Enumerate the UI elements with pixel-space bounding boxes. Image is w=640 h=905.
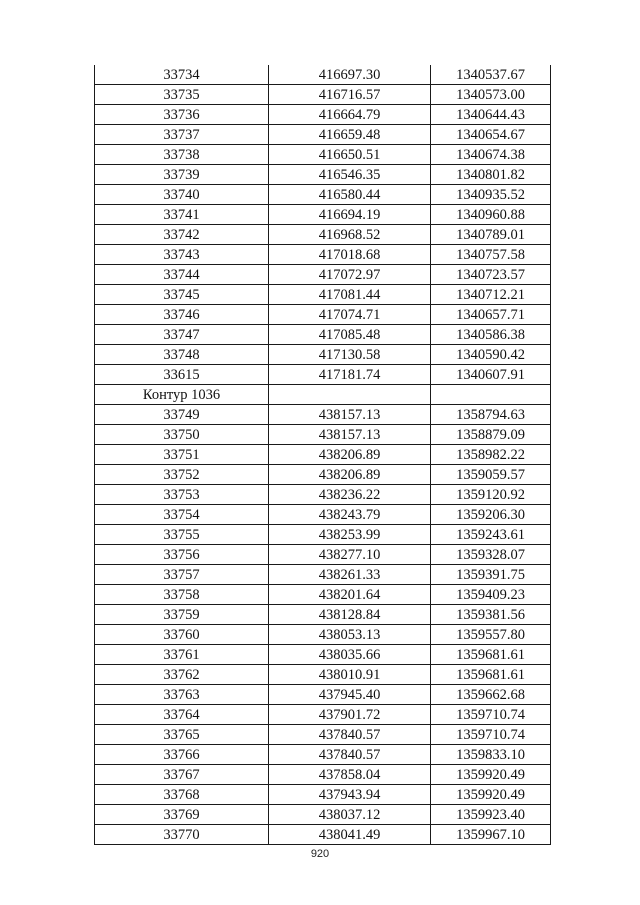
point-number-cell: 33734 <box>95 65 269 85</box>
point-number-cell: 33742 <box>95 225 269 245</box>
table-row <box>95 365 551 385</box>
table-row <box>95 265 551 285</box>
x-coordinate-cell: 437858.04 <box>269 765 431 785</box>
y-coordinate-cell: 1340654.67 <box>431 125 551 145</box>
x-coordinate-cell: 417085.48 <box>269 325 431 345</box>
x-coordinate-cell: 437943.94 <box>269 785 431 805</box>
point-number-cell: 33760 <box>95 625 269 645</box>
table-row <box>95 585 551 605</box>
point-number-cell: 33768 <box>95 785 269 805</box>
x-coordinate-cell: 438206.89 <box>269 465 431 485</box>
x-coordinate-cell: 438261.33 <box>269 565 431 585</box>
coordinates-table <box>94 65 551 845</box>
y-coordinate-cell: 1358982.22 <box>431 445 551 465</box>
y-coordinate-cell: 1359120.92 <box>431 485 551 505</box>
table-row <box>95 705 551 725</box>
table-row <box>95 405 551 425</box>
point-number-cell: 33615 <box>95 365 269 385</box>
empty-cell <box>269 385 431 405</box>
point-number-cell: 33751 <box>95 445 269 465</box>
coordinates-table-body <box>95 65 551 845</box>
point-number-cell: 33761 <box>95 645 269 665</box>
point-number-cell: 33767 <box>95 765 269 785</box>
table-row <box>95 825 551 845</box>
table-row <box>95 645 551 665</box>
x-coordinate-cell: 438253.99 <box>269 525 431 545</box>
x-coordinate-cell: 438157.13 <box>269 425 431 445</box>
y-coordinate-cell: 1340573.00 <box>431 85 551 105</box>
x-coordinate-cell: 416968.52 <box>269 225 431 245</box>
table-row <box>95 765 551 785</box>
table-row <box>95 605 551 625</box>
x-coordinate-cell: 437945.40 <box>269 685 431 705</box>
point-number-cell: 33766 <box>95 745 269 765</box>
point-number-cell: 33739 <box>95 165 269 185</box>
table-row <box>95 65 551 85</box>
table-row <box>95 185 551 205</box>
y-coordinate-cell: 1359833.10 <box>431 745 551 765</box>
point-number-cell: 33750 <box>95 425 269 445</box>
y-coordinate-cell: 1340789.01 <box>431 225 551 245</box>
x-coordinate-cell: 438037.12 <box>269 805 431 825</box>
table-row <box>95 325 551 345</box>
x-coordinate-cell: 438035.66 <box>269 645 431 665</box>
table-row <box>95 525 551 545</box>
point-number-cell: 33743 <box>95 245 269 265</box>
table-row <box>95 665 551 685</box>
x-coordinate-cell: 416664.79 <box>269 105 431 125</box>
x-coordinate-cell: 416697.30 <box>269 65 431 85</box>
table-row <box>95 685 551 705</box>
y-coordinate-cell: 1359710.74 <box>431 705 551 725</box>
table-row <box>95 165 551 185</box>
y-coordinate-cell: 1358879.09 <box>431 425 551 445</box>
point-number-cell: 33769 <box>95 805 269 825</box>
point-number-cell: 33753 <box>95 485 269 505</box>
point-number-cell: 33737 <box>95 125 269 145</box>
section-label: Контур 1036 <box>95 385 269 405</box>
x-coordinate-cell: 416694.19 <box>269 205 431 225</box>
point-number-cell: 33757 <box>95 565 269 585</box>
y-coordinate-cell: 1359681.61 <box>431 665 551 685</box>
table-row <box>95 445 551 465</box>
y-coordinate-cell: 1340801.82 <box>431 165 551 185</box>
table-row <box>95 225 551 245</box>
table-row <box>95 485 551 505</box>
point-number-cell: 33749 <box>95 405 269 425</box>
y-coordinate-cell: 1359206.30 <box>431 505 551 525</box>
empty-cell <box>431 385 551 405</box>
point-number-cell: 33746 <box>95 305 269 325</box>
x-coordinate-cell: 438128.84 <box>269 605 431 625</box>
table-row <box>95 625 551 645</box>
y-coordinate-cell: 1359409.23 <box>431 585 551 605</box>
x-coordinate-cell: 417081.44 <box>269 285 431 305</box>
x-coordinate-cell: 438041.49 <box>269 825 431 845</box>
point-number-cell: 33762 <box>95 665 269 685</box>
y-coordinate-cell: 1340657.71 <box>431 305 551 325</box>
y-coordinate-cell: 1340586.38 <box>431 325 551 345</box>
x-coordinate-cell: 438243.79 <box>269 505 431 525</box>
table-row <box>95 425 551 445</box>
point-number-cell: 33752 <box>95 465 269 485</box>
point-number-cell: 33764 <box>95 705 269 725</box>
y-coordinate-cell: 1359681.61 <box>431 645 551 665</box>
y-coordinate-cell: 1359557.80 <box>431 625 551 645</box>
table-row <box>95 105 551 125</box>
point-number-cell: 33738 <box>95 145 269 165</box>
x-coordinate-cell: 438277.10 <box>269 545 431 565</box>
y-coordinate-cell: 1359328.07 <box>431 545 551 565</box>
y-coordinate-cell: 1358794.63 <box>431 405 551 425</box>
x-coordinate-cell: 416546.35 <box>269 165 431 185</box>
table-row <box>95 305 551 325</box>
x-coordinate-cell: 438201.64 <box>269 585 431 605</box>
point-number-cell: 33755 <box>95 525 269 545</box>
y-coordinate-cell: 1340537.67 <box>431 65 551 85</box>
x-coordinate-cell: 437840.57 <box>269 725 431 745</box>
point-number-cell: 33745 <box>95 285 269 305</box>
table-row <box>95 805 551 825</box>
x-coordinate-cell: 438010.91 <box>269 665 431 685</box>
y-coordinate-cell: 1359243.61 <box>431 525 551 545</box>
point-number-cell: 33747 <box>95 325 269 345</box>
x-coordinate-cell: 438236.22 <box>269 485 431 505</box>
table-row <box>95 565 551 585</box>
y-coordinate-cell: 1359059.57 <box>431 465 551 485</box>
y-coordinate-cell: 1359967.10 <box>431 825 551 845</box>
y-coordinate-cell: 1340757.58 <box>431 245 551 265</box>
point-number-cell: 33765 <box>95 725 269 745</box>
y-coordinate-cell: 1340590.42 <box>431 345 551 365</box>
table-row <box>95 125 551 145</box>
point-number-cell: 33744 <box>95 265 269 285</box>
y-coordinate-cell: 1340935.52 <box>431 185 551 205</box>
page-number: 920 <box>310 848 330 860</box>
x-coordinate-cell: 416716.57 <box>269 85 431 105</box>
point-number-cell: 33759 <box>95 605 269 625</box>
point-number-cell: 33770 <box>95 825 269 845</box>
y-coordinate-cell: 1359920.49 <box>431 765 551 785</box>
x-coordinate-cell: 416580.44 <box>269 185 431 205</box>
x-coordinate-cell: 417181.74 <box>269 365 431 385</box>
x-coordinate-cell: 417130.58 <box>269 345 431 365</box>
x-coordinate-cell: 416650.51 <box>269 145 431 165</box>
table-row <box>95 465 551 485</box>
table-row <box>95 505 551 525</box>
y-coordinate-cell: 1359662.68 <box>431 685 551 705</box>
point-number-cell: 33740 <box>95 185 269 205</box>
y-coordinate-cell: 1359923.40 <box>431 805 551 825</box>
y-coordinate-cell: 1340712.21 <box>431 285 551 305</box>
point-number-cell: 33758 <box>95 585 269 605</box>
table-row <box>95 145 551 165</box>
y-coordinate-cell: 1359710.74 <box>431 725 551 745</box>
point-number-cell: 33736 <box>95 105 269 125</box>
table-row <box>95 285 551 305</box>
y-coordinate-cell: 1340644.43 <box>431 105 551 125</box>
x-coordinate-cell: 417074.71 <box>269 305 431 325</box>
section-row <box>95 385 551 405</box>
y-coordinate-cell: 1359391.75 <box>431 565 551 585</box>
y-coordinate-cell: 1359920.49 <box>431 785 551 805</box>
table-row <box>95 205 551 225</box>
table-row <box>95 725 551 745</box>
point-number-cell: 33735 <box>95 85 269 105</box>
y-coordinate-cell: 1340723.57 <box>431 265 551 285</box>
y-coordinate-cell: 1359381.56 <box>431 605 551 625</box>
point-number-cell: 33748 <box>95 345 269 365</box>
y-coordinate-cell: 1340960.88 <box>431 205 551 225</box>
x-coordinate-cell: 417018.68 <box>269 245 431 265</box>
table-row <box>95 345 551 365</box>
table-row <box>95 545 551 565</box>
point-number-cell: 33754 <box>95 505 269 525</box>
x-coordinate-cell: 438157.13 <box>269 405 431 425</box>
point-number-cell: 33763 <box>95 685 269 705</box>
x-coordinate-cell: 437901.72 <box>269 705 431 725</box>
y-coordinate-cell: 1340607.91 <box>431 365 551 385</box>
table-row <box>95 245 551 265</box>
point-number-cell: 33741 <box>95 205 269 225</box>
table-row <box>95 785 551 805</box>
x-coordinate-cell: 417072.97 <box>269 265 431 285</box>
x-coordinate-cell: 438053.13 <box>269 625 431 645</box>
point-number-cell: 33756 <box>95 545 269 565</box>
x-coordinate-cell: 438206.89 <box>269 445 431 465</box>
table-row <box>95 745 551 765</box>
y-coordinate-cell: 1340674.38 <box>431 145 551 165</box>
x-coordinate-cell: 437840.57 <box>269 745 431 765</box>
x-coordinate-cell: 416659.48 <box>269 125 431 145</box>
table-row <box>95 85 551 105</box>
